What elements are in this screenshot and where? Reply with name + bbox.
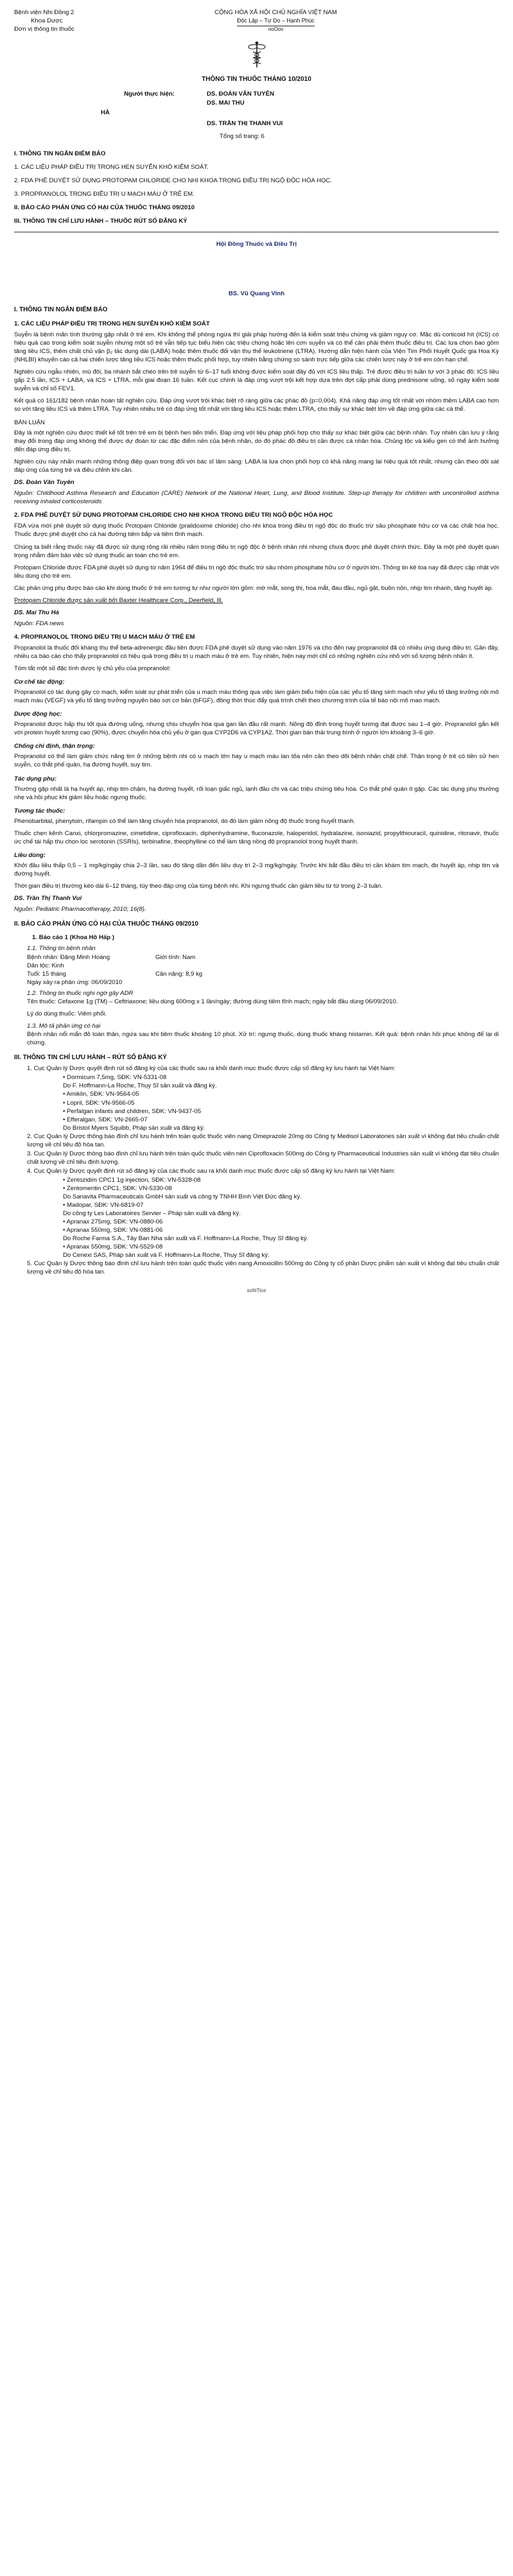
article-1-paragraph: Nghiên cứu này nhấn mạnh những thông điệp quan trọng đối với bác sĩ lâm sàng: LABA là lựa chọn phối hợp có khả năng mang lại hiệu quả tốt nhất, nhưng cần theo dõi sát đáp ứng của từng trẻ và điều chỉnh khi cần. bbox=[14, 458, 499, 474]
patient-age: Tuổi: 15 tháng bbox=[27, 970, 66, 978]
drug-reason: Lý do dùng thuốc: Viêm phổi. bbox=[27, 1010, 107, 1017]
national-motto: Độc Lập – Tự Do – Hạnh Phúc bbox=[237, 17, 315, 26]
authors-label: Người thực hiện: bbox=[124, 91, 175, 98]
recall-item-4: 4. Cục Quản lý Dược quyết định rút số đăng ký của các thuốc sau ra khỏi danh mục thuốc được cấp số đăng ký lưu hành tại Việt Nam: bbox=[27, 1167, 396, 1175]
reaction-description-title: 1.3. Mô tả phản ứng có hại bbox=[27, 1022, 101, 1030]
author-3: DS. TRẦN THỊ THANH VUI bbox=[207, 120, 283, 128]
article-3-paragraph: Tóm tắt một số đặc tính dược lý chủ yếu của propranolol: bbox=[14, 665, 171, 673]
pharmacokinetics-paragraph: Propranolol được hấp thu tốt qua đường uống, nhưng chịu chuyển hóa qua gan lần đầu rất mạnh. Nồng độ đỉnh trong huyết tương đạt được sau 1–4 giờ. Propranolol gắn kết với protein huyết tương cao (90%), được chuyển hóa chủ yếu ở gan qua CYP2D6 và CYP1A2. Thời gian bán thải trung bình ở người lớn khoảng 3–6 giờ. bbox=[14, 721, 499, 737]
interactions-heading: Tương tác thuốc: bbox=[14, 807, 65, 815]
org-line-1: Bệnh viện Nhi Đồng 2 bbox=[14, 9, 74, 16]
section-adr-report bbox=[14, 920, 499, 1047]
list-item: • Zentomentin CPC1, SĐK: VN-5330-08 bbox=[63, 1184, 172, 1192]
article-1-source: Nguồn: Childhood Asthma Research and Education (CARE) Network of the National Heart, Lung, and Blood Institute. Step-up therapy for children with uncontrolled asthma receiving inhaled corticosteroids bbox=[14, 490, 499, 506]
signer-name: BS. Vũ Quang Vinh bbox=[228, 290, 285, 298]
caduceus-logo-icon bbox=[242, 39, 272, 69]
list-item: • Apranax 275mg, SĐK: VN-0880-06 bbox=[63, 1218, 163, 1226]
article-2-source: Nguồn: FDA news bbox=[14, 619, 64, 627]
contraindications-paragraph: Propranolol có thể làm giảm chức năng tim ở những bệnh nhi có u mạch lớn hay u mạch máu lan tỏa nên cần theo dõi bệnh nhân chặt chẽ. Thận trọng ở trẻ có tiền sử hen suyễn, co thắt phế quản, hạ đường huyết, suy tim. bbox=[14, 753, 499, 769]
article-2-paragraph: Protopam Chloride được FDA phê duyệt sử dụng từ năm 1964 để điều trị ngộ độc thuốc trừ sâu nhóm phosphate hữu cơ ở người lớn. Thông tin kê toa nay đã được cập nhật với liều dùng cho trẻ em. bbox=[14, 564, 499, 580]
author-2: DS. MAI THU bbox=[207, 99, 245, 107]
interactions-paragraph: Thuốc chẹn kênh Canxi, chlorpromazine, cimetidine, ciprofloxacin, diphenhydramine, fluconazole, haloperidol, hydralazine, isoniazid, propylthiouracil, quinidine, ritonavir, thuốc ức chế tái hấp thu chọn lọc serotonin (SSRIs), terbinafine, theophylline có thể làm tăng nồng độ propranolol trong huyết thanh. bbox=[14, 829, 499, 845]
table-of-contents bbox=[14, 150, 499, 225]
side-effects-paragraph: Thường gặp nhất là hạ huyết áp, nhịp tim chậm, hạ đường huyết, rối loạn giấc ngủ, lạnh đầu chi và các triệu chứng tiêu hóa. Co thắt phế quản ít gặp. Các tác dụng phụ thường nhẹ và hồi phục khi giảm liều hoặc ngưng thuốc. bbox=[14, 785, 499, 801]
patient-info-title: 1.1. Thông tin bệnh nhân bbox=[27, 945, 96, 953]
recall-item-3: 3. Cục Quản lý Dược thông báo đình chỉ lưu hành trên toàn quốc thuốc viên nén Ciprofloxacin 500mg do Công ty Pharmaceutical Industries sản xuất vì không đạt tiêu chuẩn chất lượng về chỉ tiêu định lượng. bbox=[27, 1150, 499, 1166]
article-1-author: DS. Đoàn Văn Tuyên bbox=[14, 479, 74, 487]
patient-name: Bệnh nhân: Đặng Minh Hoàng bbox=[27, 953, 110, 961]
recall-item-4-drugs bbox=[27, 1176, 499, 1259]
pharmacokinetics-heading: Dược động học: bbox=[14, 711, 62, 718]
article-1-paragraph: Suyễn là bệnh mãn tính thường gặp nhất ở trẻ em. Khi không thể phòng ngừa thì giải pháp hướng đến là kiểm soát triệu chứng và giảm nguy cơ. Mặc dù corticoid hít (ICS) có hiệu quả cao trong kiểm soát suyễn nhưng một số trẻ vẫn tiếp tục biểu hiện các triệu chứng hoặc lên cơn suyễn và có thể cần phải thêm thuốc điều trị. Các lựa chọn bao gồm tăng liều ICS, thêm chất chủ vận β₂ tác dụng dài (LABA) hoặc thêm thuốc đối vận thụ thể leukotriene (LTRA). Hướng dẫn hiện hành của Viện Tim Phổi Huyết Quốc gia Hoa Kỳ (NHLBI) khuyến cáo cả hai chiến lược tăng liều ICS hoặc thêm thuốc phối hợp, tuy nhiên bằng chứng so sánh trực tiếp giữa các chiến lược này ở trẻ em còn hạn chế. bbox=[14, 331, 499, 363]
dosage-paragraph: Khởi đầu liều thấp 0,5 – 1 mg/kg/ngày chia 2–3 lần, sau đó tăng dần đến liều duy trì 2–3 mg/kg/ngày. Trước khi bắt đầu điều trị cần khám tim mạch, đo huyết áp, nhịp tim và đường huyết. bbox=[14, 861, 499, 877]
author-2-continued: HÀ bbox=[101, 109, 110, 117]
author-1: DS. ĐOÀN VĂN TUYÊN bbox=[207, 91, 275, 98]
patient-ethnicity: Dân tộc: Kinh bbox=[27, 962, 64, 969]
toc-section-3: III. THÔNG TIN CHỈ LƯU HÀNH – THUỐC RÚT SỐ ĐĂNG KÝ bbox=[14, 218, 187, 225]
document-header bbox=[14, 9, 499, 34]
toc-section-2: II. BÁO CÁO PHẢN ỨNG CÓ HẠI CỦA THUỐC THÁNG 09/2010 bbox=[14, 204, 195, 211]
article-2-paragraph: FDA vừa mới phê duyệt sử dụng thuốc Protopam Chloride (pralidoxime chloride) cho nhi khoa trong điều trị ngộ độc do thuốc trừ sâu phosphate hữu cơ và các chất hóa học. Thuốc được phê duyệt cho cả hai đường tiêm bắp và tiêm tĩnh mạch. bbox=[14, 523, 499, 539]
recall-item-1: 1. Cục Quản lý Dược quyết định rút số đăng ký của các thuốc sau ra khỏi danh mục thuốc được cấp số đăng ký lưu hành tại Việt Nam: bbox=[27, 1065, 396, 1073]
article-1-paragraph: Kết quả có 161/182 bệnh nhân hoàn tất nghiên cứu. Đáp ứng vượt trội khác biệt rõ ràng giữa các phác đồ (p=0,004). Khả năng đáp ứng tốt nhất với nhóm thêm LABA cao hơn so với tăng liều ICS và thêm LTRA. Tuy nhiên nhiều trẻ có đáp ứng tốt nhất với tăng liều ICS hoặc thêm LTRA, cho thấy sự khác biệt lớn về đáp ứng giữa các cá thể. bbox=[14, 397, 499, 413]
issuing-organization bbox=[14, 9, 149, 34]
article-3-author: DS. Trần Thị Thanh Vui bbox=[14, 895, 82, 903]
list-item: Do Roche Farma S.A., Tây Ban Nha sản xuất và F. Hoffmann-La Roche, Thụy Sĩ đăng ký. bbox=[63, 1235, 309, 1243]
section-3-heading: III. THÔNG TIN CHỈ LƯU HÀNH – RÚT SỐ ĐĂNG KÝ bbox=[14, 1054, 167, 1061]
list-item: • Apranax 550mg, SĐK: VN-0881-06 bbox=[63, 1227, 163, 1234]
article-2-manufacturer: Protopam Chloride được sản xuất bởi Baxter Healthcare Corp., Deerfield, Ill. bbox=[14, 596, 223, 604]
reaction-date: Ngày xảy ra phản ứng: 06/09/2010 bbox=[27, 978, 123, 986]
patient-gender: Giới tính: Nam bbox=[155, 953, 196, 961]
recall-item-5: 5. Cục Quản lý Dược thông báo đình chỉ lưu hành trên toàn quốc thuốc viên nang Amoxicillin 500mg do Công ty cổ phần Dược phẩm sản xuất vì không đạt tiêu chuẩn chất lượng về chỉ tiêu độ hòa tan. bbox=[27, 1260, 499, 1276]
toc-item-1: 1. CÁC LIỆU PHÁP ĐIỀU TRỊ TRONG HEN SUYỄN KHÓ KIỂM SOÁT. bbox=[14, 163, 209, 171]
list-item: • Zentozidim CPC1 1g injection, SĐK: VN-5328-08 bbox=[63, 1176, 201, 1184]
article-3-paragraph: Propranolol là thuốc đối kháng thụ thể beta-adrenergic đầu tiên được FDA phê duyệt sử dụng vào năm 1976 và cho đến nay propranolol đã có nhiều ứng dụng điều trị. Gần đây, nhiều ca báo cáo cho thấy propranolol có hiệu quả trong điều trị u mạch máu ở trẻ em. Tuy nhiên, hiện nay mới chỉ có những nghiên cứu nhỏ với số lượng bệnh nhân ít. bbox=[14, 644, 499, 660]
drug-info-paragraph: Tên thuốc: Cefaxone 1g (TM) – Ceftriaxone; liều dùng 600mg x 1 lần/ngày; đường dùng tiêm tĩnh mạch; ngày bắt đầu dùng 06/09/2010. bbox=[27, 998, 398, 1005]
list-item: Do Sanavita Pharmaceuticals GmbH sản xuất và công ty TNHH Bình Việt Đức đăng ký. bbox=[63, 1193, 302, 1201]
document-title: THÔNG TIN THUỐC THÁNG 10/2010 bbox=[202, 75, 311, 83]
case-title: 1. Báo cáo 1 (Khoa Hô Hấp ) bbox=[32, 934, 114, 942]
recall-item-1-drugs bbox=[27, 1073, 499, 1132]
org-line-2: Khoa Dược bbox=[31, 17, 63, 24]
nation-name: CỘNG HÒA XÃ HỘI CHỦ NGHĨA VIỆT NAM bbox=[214, 9, 337, 16]
section-news-brief bbox=[14, 306, 499, 913]
list-item: • Apranax 550mg, SĐK: VN-5529-08 bbox=[63, 1243, 163, 1251]
list-item: Do F. Hoffmann-La Roche, Thụy Sĩ sản xuất và đăng ký. bbox=[63, 1082, 217, 1090]
toc-item-2: 2. FDA PHÊ DUYỆT SỬ DỤNG PROTOPAM CHLORIDE CHO NHI KHOA TRONG ĐIỀU TRỊ NGỘ ĐỘC HÓA HỌC. bbox=[14, 177, 333, 184]
article-1-paragraph: Nghiên cứu ngẫu nhiên, mù đôi, ba nhánh bắt chéo trên trẻ suyễn từ 6–17 tuổi không được kiểm soát đầy đủ với ICS liều thấp. Trẻ được điều trị tuần tự với 3 phác đồ: ICS liều gấp 2.5 lần, ICS + LABA, và ICS + LTRA, mỗi giai đoạn 16 tuần. Kết cục chính là đáp ứng vượt trội kết hợp dựa trên đợt cấp phải dùng prednisone uống, số ngày kiểm soát suyễn và chỉ số FEV1. bbox=[14, 368, 499, 392]
patient-weight: Cân nặng: 8,9 kg bbox=[155, 970, 203, 978]
footer-mark: sof#Tice bbox=[247, 1288, 266, 1294]
side-effects-heading: Tác dụng phụ: bbox=[14, 775, 57, 782]
heading-ornament: ooOoo bbox=[268, 26, 284, 32]
list-item: • Amiklin, SĐK: VN-9564-05 bbox=[63, 1091, 139, 1098]
article-1-paragraph: Đây là một nghiên cứu được thiết kế tốt trên trẻ em bị bệnh hen tiến triển. Đáp ứng với liệu pháp phối hợp cho thấy sự khác biệt giữa các bệnh nhân. Tuy nhiên cần lưu ý rằng thay đổi trong đáp ứng không thể được dự đoán từ các đặc điểm nền của bệnh nhân, do đó phác đồ điều trị cần được cá nhân hóa. Chủng tộc và kiểu gen có thể ảnh hưởng đến đáp ứng điều trị. bbox=[14, 429, 499, 454]
drug-info-title: 1.2. Thông tin thuốc nghi ngờ gây ADR bbox=[27, 989, 134, 997]
interactions-paragraph: Phenobarbital, phenytoin, rifampin có thể làm tăng chuyển hóa propranolol, do đó làm giảm nồng độ thuốc trong huyết thanh. bbox=[14, 817, 356, 825]
article-3-title: 4. PROPRANOLOL TRONG ĐIỀU TRỊ U MẠCH MÁU Ở TRẺ EM bbox=[14, 633, 195, 641]
mechanism-paragraph: Propranolol có tác dụng gây co mạch, kiểm soát sự phát triển của u mạch máu thông qua việc làm giảm biểu hiện của các yếu tố tăng sinh mạch như yếu tố tăng trưởng nội mô mạch máu (VEGF) và yếu tố tăng trưởng nguyên bào sợi cơ bản (bFGF), đồng thời thúc đẩy quá trình chết theo chương trình của tế bào nội mô mao mạch. bbox=[14, 689, 499, 705]
toc-item-3: 3. PROPRANOLOL TRONG ĐIỀU TRỊ U MẠCH MÁU Ở TRẺ EM. bbox=[14, 190, 195, 198]
list-item: • Efferalgan, SĐK: VN-2665-07 bbox=[63, 1116, 148, 1123]
toc-section-1: I. THÔNG TIN NGẮN ĐIỂM BÁO bbox=[14, 150, 106, 157]
list-item: • Perfalgan infants and children, SĐK: VN-9437-05 bbox=[63, 1107, 202, 1115]
list-item: Do công ty Les Laboratoires Servier – Pháp sản xuất và đăng ký. bbox=[63, 1210, 241, 1218]
list-item: • Lopril, SĐK: VN-9566-05 bbox=[63, 1099, 135, 1107]
national-heading bbox=[180, 9, 372, 33]
mechanism-heading: Cơ chế tác động: bbox=[14, 679, 65, 686]
list-item: Do Cenexi SAS, Pháp sản xuất và F. Hoffmann-La Roche, Thụy Sĩ đăng ký. bbox=[63, 1252, 270, 1259]
article-2-title: 2. FDA PHÊ DUYỆT SỬ DỤNG PROTOPAM CHLORIDE CHO NHI KHOA TRONG ĐIỀU TRỊ NGỘ ĐỘC HÓA HỌC bbox=[14, 512, 333, 519]
dosage-paragraph: Thời gian điều trị thường kéo dài 6–12 tháng, tùy theo đáp ứng của từng bệnh nhi. Khi ngưng thuốc cần giảm liều từ từ trong 2–3 tuần. bbox=[14, 882, 383, 890]
total-pages: Tổng số trang: 6 bbox=[220, 132, 265, 140]
section-1-heading: I. THÔNG TIN NGẮN ĐIỂM BÁO bbox=[14, 306, 108, 314]
recall-list bbox=[14, 1064, 499, 1276]
article-2-author: DS. Mai Thu Hà bbox=[14, 609, 59, 616]
contraindications-heading: Chống chỉ định, thận trọng: bbox=[14, 743, 95, 750]
recall-item-2: 2. Cục Quản lý Dược thông báo đình chỉ lưu hành trên toàn quốc thuốc viên nang Omeprazole 20mg do Công ty Medisol Laboratories sản xuất vì không đạt tiêu chuẩn chất lượng về chỉ tiêu độ hòa tan. bbox=[27, 1132, 499, 1148]
list-item: • Madopar, SĐK: VN-6819-07 bbox=[63, 1202, 144, 1209]
dosage-heading: Liều dùng: bbox=[14, 851, 46, 859]
logo-area bbox=[14, 39, 499, 71]
reaction-description: Bệnh nhân nổi mẩn đỏ toàn thân, ngứa sau khi tiêm thuốc khoảng 10 phút. Xử trí: ngưng thuốc, dùng thuốc kháng histamin. Kết quả: bệnh nhân hồi phục không để lại di chứng. bbox=[27, 1030, 499, 1046]
section-2-heading: II. BÁO CÁO PHẢN ỨNG CÓ HẠI CỦA THUỐC THÁNG 09/2010 bbox=[14, 921, 199, 928]
discussion-label: BÀN LUẬN bbox=[14, 419, 45, 426]
org-line-3: Đơn vị thông tin thuốc bbox=[14, 25, 74, 33]
authors-block bbox=[14, 90, 499, 140]
list-item: Do Bristol Myers Squibb, Pháp sản xuất và đăng ký. bbox=[63, 1124, 205, 1132]
list-item: • Dormicum 7,5mg, SĐK: VN-5331-08 bbox=[63, 1074, 167, 1082]
article-2-paragraph: Các phản ứng phụ được báo cáo khi dùng thuốc ở trẻ em tương tự như người lớn gồm: mờ mắt, song thị, hoa mắt, đau đầu, ngủ gật, buồn nôn, nhịp tim nhanh, tăng huyết áp. bbox=[14, 584, 494, 592]
section-recall bbox=[14, 1053, 499, 1276]
article-3-source: Nguồn: Pediatric Pharmacotherapy, 2010; 16(8). bbox=[14, 906, 146, 913]
council-name: Hội Đồng Thuốc và Điều Trị bbox=[216, 241, 297, 248]
article-1-title: 1. CÁC LIỆU PHÁP ĐIỀU TRỊ TRONG HEN SUYỄN KHÓ KIỂM SOÁT bbox=[14, 320, 210, 327]
article-2-paragraph: Chúng ta biết rằng thuốc này đã được sử dụng rộng rãi nhiều năm trong điều trị ngộ độc ở bệnh nhân nhi nhưng chưa được phê duyệt chính thức. Đây là một phê duyệt quan trọng nhằm đảm bảo việc sử dụng thuốc an toàn cho trẻ em. bbox=[14, 543, 499, 559]
patient-info bbox=[14, 944, 499, 1047]
